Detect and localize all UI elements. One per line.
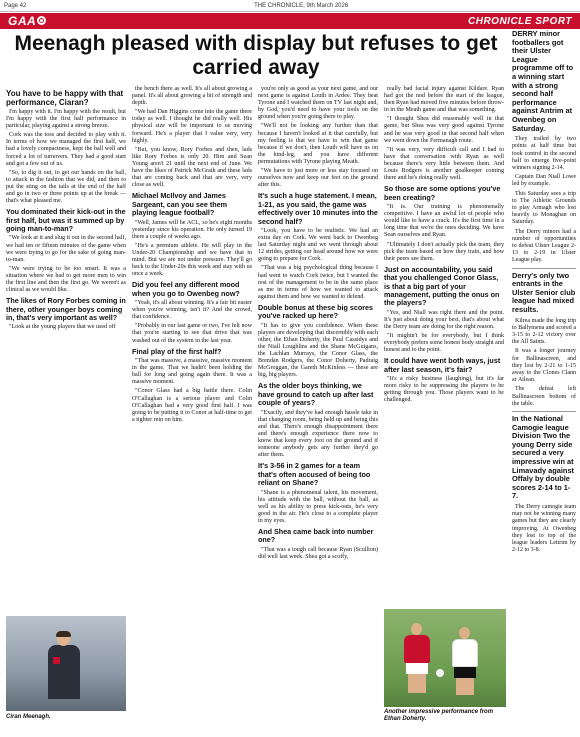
photo-caption: Ciran Meenagh. — [6, 714, 51, 720]
paragraph: "Look, you have to be realistic. We had an extra day on Cork. We went back to Owenbeg last Saturday night and we went through about 12 strides, getting our head around how we were going to prepare for Cork. — [258, 227, 378, 263]
paragraph: "We look at it and slug it out in the second half, we had ten or fifteen minutes of the game when we were trying to go for the sake of going man-to-man. — [6, 235, 126, 263]
question: Double bonus at these big scores you've racked up here? — [258, 302, 374, 321]
paragraph: It was a longer journey for Ballinascreen, and they lost by 2-21 to 1-15 away to the Clones Clann ar Ailean. — [512, 348, 576, 384]
paragraph: "We were trying to be too smart. It was a situation where we had to get more men to win the first line and then the first go. We weren't as clinical as we would like. — [6, 265, 126, 294]
paragraph: "Conor Glass had a big battle there. Colin O'Callaghan is a serious player and Colin O'Callaghan had a very good first half. I was going to be putting it to Conor at half-time to get a tighter rein on him. — [132, 388, 252, 423]
sidebar-lead: In the National Camogie league Division Two the young Derry side secured a very impressive win at Limavady against Offaly by double scores 2-14 to 1-7. — [512, 413, 575, 501]
question: As the older boys thinking, we have ground to catch up after last couple of years? — [258, 381, 374, 408]
paragraph: "So, to dig it out, to get our hands on the ball, to attack in the fashion that we did, and then to put the sting on the tails at the end of the half and go in two or three points up at the break — that's what pleased me. — [6, 169, 126, 205]
question: You dominated their kick-out in the first half, but was it summed up by going man-to-man? — [6, 207, 126, 234]
paragraph: The Derry camogie team may not be winning many games but they are clearly improving. At Owenbeg they lost to top of the league leaders Leitrim by 2-12 to 3-8. — [512, 503, 576, 554]
player-figure-derry — [402, 623, 432, 693]
article-column-3 — [258, 86, 378, 563]
manager-figure — [48, 632, 80, 698]
sidebar-lead: Derry's only two entrants in the Ulster Senior club league had mixed results. — [512, 270, 576, 314]
sport-section-label: CHRONICLE SPORT — [468, 15, 572, 27]
paragraph: really bad facial injury against Kildare. Ryan had got the nod before the start of the league, then Ryan had moved five minutes before throw-in in the Meath game and that was something. — [384, 86, 504, 114]
paragraph: The Derry minors had a number of opportunities to defeat Ulster League 2-13 to 2-19 in Ulster League play. — [512, 228, 576, 264]
paragraph: "It was very, very difficult call and I had to have that conversation with Ryan as well because there's very little between them. And Louis Rodgers is another goalkeeper coming there and he's doing really well. — [384, 146, 504, 182]
article-column-1 — [6, 86, 126, 334]
question: It could have went both ways, just after last season, it's fair? — [384, 356, 501, 374]
question: Did you feel any different mood when you go to Owenbeg now? — [132, 280, 240, 298]
question: It's 3-56 in 2 games for a team that's often accused of being too reliant on Shane? — [258, 461, 371, 488]
paragraph: "Probably in our last game or two, I've felt now that you're starting to see that drive that was washed out of the system in the last year. — [132, 323, 252, 344]
paragraph: Cork was the toss and decided to play with it. In terms of how we managed the first half, we had a lovely compactness, kept the ball well and forced a lot of turnovers. They had a good start and got a few out of us. — [6, 132, 126, 167]
player-figure-opponent — [450, 627, 480, 695]
question: Michael McIlvoy and James Sargeant, can you see them playing league football? — [132, 191, 228, 218]
paper-name: THE CHRONICLE — [254, 2, 304, 9]
section-banner — [0, 13, 580, 29]
sidebar-lead: DERRY minor footballers got their Ulster League programme off to a winning start with a strong second half performance against Antrim at Owenbeg on Saturday. — [512, 29, 574, 133]
question: You have to be happy with that performance, Ciaran? — [6, 89, 124, 107]
paragraph: "But, you know, Rory Forbes and then, lads like Rory Forbes is only 20. Him and Sean Young aren't 21 until the next end of June. We have the likes of Patrick McGrath and these lads that are coming back and that are very, very close as well. — [132, 146, 252, 189]
football-icon — [37, 16, 46, 25]
manager-photo — [6, 616, 126, 711]
paragraph: "Well, James will be ACL, so he's eight months yesterday since his operation. He only turned 19 there a couple of weeks ago. — [132, 219, 252, 240]
paragraph: "It's a risky business (laughing), but it's far more risky to be suppressing the players to be getting through you. Those players want to be challenged. — [384, 376, 504, 404]
paragraph: "That was a big psychological thing because I had went to watch Cork twice, but I wanted the rest of the management to be in the same place as me in terms of how we wanted to attack against them and how we wanted to defend. — [258, 265, 378, 300]
question: The likes of Rory Forbes coming in there, other younger boys coming in, that's very important as well? — [6, 296, 126, 322]
photo-caption: Another impressive performance from Ethan Doherty. — [384, 709, 494, 722]
paragraph: "We have to just more or less stay focused on ourselves now and keep our feet on the ground after this. — [258, 168, 378, 189]
paragraph: The defeat left Ballinascreen bottom of the table. — [512, 386, 576, 407]
crest-icon — [53, 657, 60, 664]
match-action-photo — [384, 609, 506, 707]
paragraph: "That was massive, a massive, massive moment in the game. That we hadn't been holding the ball for long and going again there. It was a massive moment. — [132, 358, 252, 386]
article-headline: Meenagh pleased with display but refuses to get carried away — [14, 32, 498, 79]
paragraph: "Yes, and Niall was right there and the point. It's just about doing your best, that's about what the Derry team are doing for the right reason. — [384, 309, 504, 330]
paragraph: "Look at the young players that we used off — [9, 324, 116, 331]
issue-date: 9th March 2026 — [306, 2, 349, 9]
paragraph: "It has to give you confidence. When these players are developing that discernibly with each other, the Ethan Doherty, the Paul Cassidys and the Niall Loughlins and the Shane McGuigans, the Lachlan Murrays, the Conor Glass, the Brendan Rodgers, the Conor Doherty, Padraig McGroggan, the Gareth McKinless — these are big, big players. — [258, 322, 378, 379]
paragraph: I'm happy with it. I'm happy with the result, but I'm happy with the first half performance in particular, playing against a strong breeze. — [6, 109, 126, 130]
paper-dateline: THE CHRONICLE, 9th March 2026 — [254, 2, 349, 9]
divider — [512, 411, 576, 412]
paragraph: "We'll not be looking any further than that because I haven't looked at it that carefully, but my feeling is that we have to win that game because if we don't, then Louth will have us on the hind-leg, and you have different permutations with Tyrone playing Meath. — [258, 123, 378, 165]
gaa-text: GAA — [8, 14, 37, 28]
page-header-bar — [0, 0, 580, 12]
gaa-section-label — [8, 14, 47, 28]
divider — [512, 268, 576, 269]
paragraph: "We had Dan Higgins come into the game there today as well. I thought he did really well. His physical size will be important to us moving forward. He's a player that I value very, very highly. — [132, 109, 252, 144]
paragraph: "I thought Shea did reasonably well in that game, but Shea was very good against Tyrone and he was very good in that second half when we went down the Fermanagh route. — [384, 116, 504, 144]
paragraph: the bench there as well. It's all about growing a panel. It's all about growing a bit of strength and depth. — [132, 86, 252, 107]
question: It's such a huge statement. I mean, 1-21, as you said, the game was effectively over 10 minutes into the second half? — [258, 191, 378, 226]
question: And Shea came back into number one? — [258, 527, 374, 545]
question: Just on accountability, you said that you challenged Conor Glass, is that a big part of your management, putting the onus on the players? — [384, 264, 500, 308]
paragraph: Kilrea made the long trip to Ballymena and scored a 3-15 to 2-12 victory over the All Saints. — [512, 317, 576, 346]
paragraph: This Saturday sees a trip to The Athletic Grounds to play Armagh who lost heavily to Monaghan on Saturday. — [512, 190, 576, 226]
paragraph: "It is. Our training is phenomenally competitive. I have an awful lot of people who would like to have a crack. It's the first time in a long time that we're the ones deciding. We have Sean ourselves and Ryan. — [384, 204, 504, 239]
article-column-4 — [384, 86, 504, 407]
paragraph: Captain Dan Niall Lowe led by example. — [512, 174, 576, 188]
sidebar-column — [512, 30, 576, 737]
paragraph: "Shane is a phenomenal talent, his movement, his attitude with the ball, without the ball, as well as his ability to press kick-outs, he's very good in the air. He's close to a complete player in my eyes. — [258, 489, 378, 524]
article-column-2 — [132, 86, 252, 426]
paragraph: "He's a premium athlete. He will play in the Under-20 Championship and we have that in mind. But we are not under pressure. They'll go back to the Under-20s this week and stay with us once a week. — [132, 242, 252, 278]
paragraph: you're only as good as your next game, and our next game is against Louth in Ardee. They beat Tyrone and I watched them on TV last night and, by God, you'd need to have your tools on the ground when you're going there to play. — [258, 86, 378, 121]
paragraph: They trailed by two points at half time but took control in the second half to emerge five-point winners signing 2-14. — [512, 136, 576, 171]
paragraph: "That was a tough call because Ryan (Scullion) did well last week. Shea got a scoffy, — [258, 546, 378, 560]
question: So those are some options you've been creating? — [384, 184, 501, 202]
page-number: Page 42 — [4, 2, 27, 9]
question: Final play of the first half? — [132, 346, 222, 356]
football-icon — [436, 669, 444, 677]
paragraph: "It mightn't be for everybody, but I think everybody prefers some honest body straight and honest and to the point. — [384, 333, 504, 354]
paragraph: "Exactly, and they've had enough hassle take in that changing room, being held up and being this and that. There's enough disappointment there and there's enough experience there now to know that keep every foot on the ground and if someone anybody gets any further they'd go after them. — [258, 409, 378, 459]
paragraph: "Yeah, it's all about winning. It's a fair bit easier when you're winning, isn't it? And the crowd, that confidence. — [132, 300, 252, 321]
paragraph: "Ultimately I don't actually pick the team, they pick the team based on how they train, and how their peers see them. — [384, 241, 504, 262]
